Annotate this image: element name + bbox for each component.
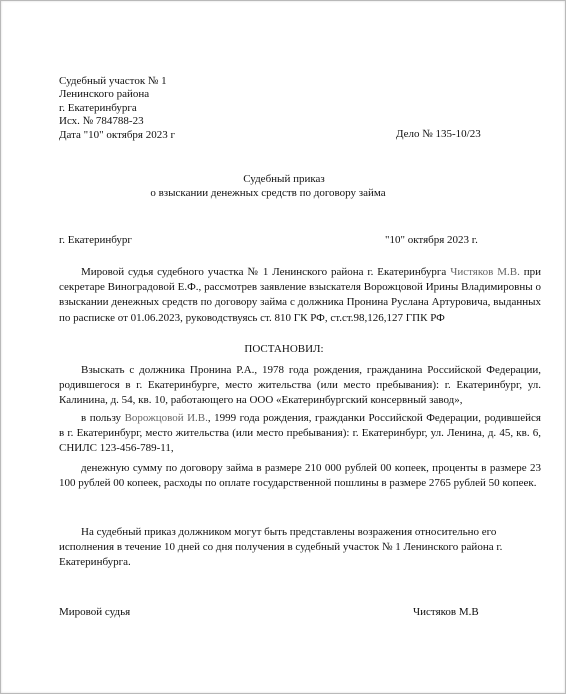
- intro-paragraph: Мировой судья судебного участка № 1 Ленинского района г. Екатеринбурга Чистяков М.В. при секретаре Виноградовой Е.Ф., рассмотрев заявление взыскателя Ворожцовой Ирины Владимировны о взыскании денежных средств по договору займа с должника Пронина Руслана Артуровича, выданных по расписке от 01.06.2023, руководствуясь ст. 810 ГК РФ, ст.ст.98,126,127 ГПК РФ: [59, 266, 541, 324]
- order-date: "10" октября 2023 г.: [385, 234, 478, 246]
- decree-heading: ПОСТАНОВИЛ:: [244, 343, 324, 355]
- place: г. Екатеринбург: [59, 234, 132, 246]
- header-district: Ленинского района: [59, 88, 150, 101]
- objection-paragraph: На судебный приказ должником могут быть представлены возражения относительно его исполнения в течение 10 дней со дня получения в судебный участок № 1 Ленинского района г. Екатеринбурга.: [59, 526, 503, 569]
- creditor-paragraph: в пользу Ворожцовой И.В., 1999 года рождения, гражданки Российской Федерации, родившейся в г. Екатеринбург, место жительства (или место пребывания): г. Екатеринбург, ул. Ленина, д. 45, кв. 6, СНИЛС 123-456-789-11,: [59, 412, 541, 455]
- creditor-name: Ворожцовой И.В.: [124, 412, 208, 424]
- header-city: г. Екатеринбурга: [59, 101, 137, 114]
- header-court: Судебный участок № 1: [59, 75, 167, 87]
- signature-role: Мировой судья: [59, 606, 131, 618]
- header-date: Дата "10" октября 2023 г: [59, 128, 175, 141]
- judge-name: Чистяков М.В.: [450, 266, 520, 278]
- header-block: [59, 75, 175, 142]
- document-title: Судебный приказ: [243, 173, 325, 185]
- debtor-paragraph: Взыскать с должника Пронина Р.А., 1978 года рождения, гражданина Российской Федерации, родившегося в г. Екатеринбурге, место жительства (или место пребывания): г. Екатеринбург, ул. Калинина, д. 54, кв. 10, работающего на ООО «Екатеринбургский консервный завод»,: [59, 364, 541, 407]
- header-ref: Исх. № 784788-23: [59, 115, 144, 128]
- document-subtitle: о взыскании денежных средств по договору займа: [150, 187, 386, 199]
- case-number: Дело № 135-10/23: [396, 128, 481, 140]
- signature-name: Чистяков М.В: [413, 606, 479, 618]
- sum-paragraph: денежную сумму по договору займа в размере 210 000 рублей 00 копеек, проценты в размере 23 100 рублей 00 копеек, расходы по оплате государственной пошлины в размере 2765 рублей 50 копеек.: [59, 462, 541, 490]
